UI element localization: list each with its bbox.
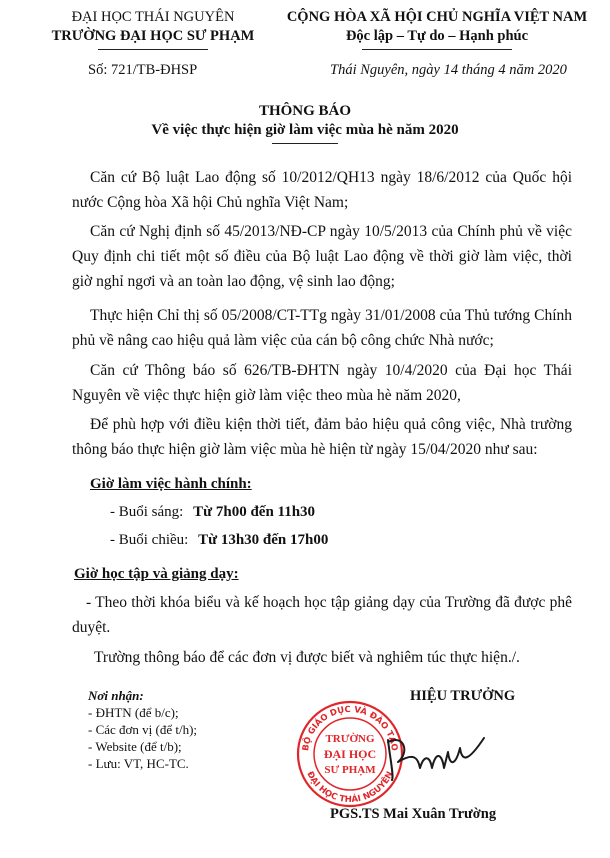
seal-line-2: ĐẠI HỌC xyxy=(323,747,377,761)
teaching-hours-text: - Theo thời khóa biểu và kế hoạch học tập giảng dạy của Trường đã được phê duyệt. xyxy=(72,594,572,636)
country-name: CỘNG HÒA XÃ HỘI CHỦ NGHĨA VIỆT NAM xyxy=(286,9,588,25)
recipient-item: - Các đơn vị (để t/h); xyxy=(88,722,198,737)
motto-underline xyxy=(362,49,512,50)
paragraph-legal-basis-1: Căn cứ Bộ luật Lao động số 10/2012/QH13 ngày 18/6/2012 của Quốc hội nước Cộng hòa Xã hội Chủ nghĩa Việt Nam; xyxy=(72,169,572,211)
closing-statement: Trường thông báo để các đơn vị được biết và nghiêm túc thực hiện./. xyxy=(94,649,520,666)
issue-date: Thái Nguyên, ngày 14 tháng 4 năm 2020 xyxy=(330,62,567,78)
paragraph-legal-basis-2: Căn cứ Nghị định số 45/2013/NĐ-CP ngày 10/5/2013 của Chính phủ về việc Quy định chi tiết một số điều của Bộ luật Lao động về thời giờ làm việc, thời giờ nghỉ ngơi và an toàn lao động, vệ sinh lao động; xyxy=(72,223,572,290)
paragraph-directive: Thực hiện Chỉ thị số 05/2008/CT-TTg ngày 31/01/2008 của Thủ tướng Chính phủ về nâng cao hiệu quả làm việc của cán bộ công chức Nhà nước; xyxy=(72,307,572,349)
morning-hours-row xyxy=(110,504,315,521)
recipient-item: - ĐHTN (để b/c); xyxy=(88,705,179,720)
issuer-underline xyxy=(98,49,208,50)
paragraph-legal-basis-3: Căn cứ Thông báo số 626/TB-ĐHTN ngày 10/4/2020 của Đại học Thái Nguyên về việc thực hiện giờ làm việc theo mùa hè năm 2020, xyxy=(72,362,572,404)
seal-ring-text: BỘ GIÁO DỤC VÀ ĐÀO TẠO xyxy=(301,704,399,752)
recipient-item: - Lưu: VT, HC-TC. xyxy=(88,756,189,771)
seal-ring-text-bottom: ĐẠI HỌC THÁI NGUYÊN xyxy=(304,770,396,806)
seal-line-1: TRƯỜNG xyxy=(325,733,375,745)
document-subtitle: Về việc thực hiện giờ làm việc mùa hè năm 2020 xyxy=(151,122,459,138)
document-title: THÔNG BÁO xyxy=(258,103,352,119)
morning-value: Từ 7h00 đến 11h30 xyxy=(193,504,316,520)
paragraph-announcement: Để phù hợp với điều kiện thời tiết, đảm bảo hiệu quả công việc, Nhà trường thông báo thực hiện giờ làm việc mùa hè hiện từ ngày 15/04/2020 như sau: xyxy=(72,416,572,458)
signer-title: HIỆU TRƯỞNG xyxy=(410,688,516,704)
document-number: Số: 721/TB-ĐHSP xyxy=(88,62,198,78)
section-office-hours-heading: Giờ làm việc hành chính: xyxy=(90,476,252,492)
title-underline xyxy=(272,143,338,144)
motto: Độc lập – Tự do – Hạnh phúc xyxy=(345,28,529,44)
afternoon-label: - Buổi chiều: xyxy=(110,532,189,548)
recipients-block xyxy=(88,687,197,772)
issuer-block xyxy=(28,8,278,46)
seal-line-3: SƯ PHẠM xyxy=(324,764,376,776)
morning-label: - Buổi sáng: xyxy=(110,504,184,520)
handwritten-signature-icon xyxy=(380,728,490,788)
signer-name: PGS.TS Mai Xuân Trường xyxy=(330,806,497,822)
recipient-item: - Website (để t/b); xyxy=(88,739,182,754)
recipients-title: Nơi nhận: xyxy=(88,688,144,703)
afternoon-hours-row xyxy=(110,532,328,549)
issuer-parent: ĐẠI HỌC THÁI NGUYÊN xyxy=(71,9,235,25)
afternoon-value: Từ 13h30 đến 17h00 xyxy=(198,532,329,548)
issuer-name: TRƯỜNG ĐẠI HỌC SƯ PHẠM xyxy=(51,28,255,44)
section-teaching-hours-heading: Giờ học tập và giảng dạy: xyxy=(74,566,239,582)
national-motto-block xyxy=(272,8,602,46)
